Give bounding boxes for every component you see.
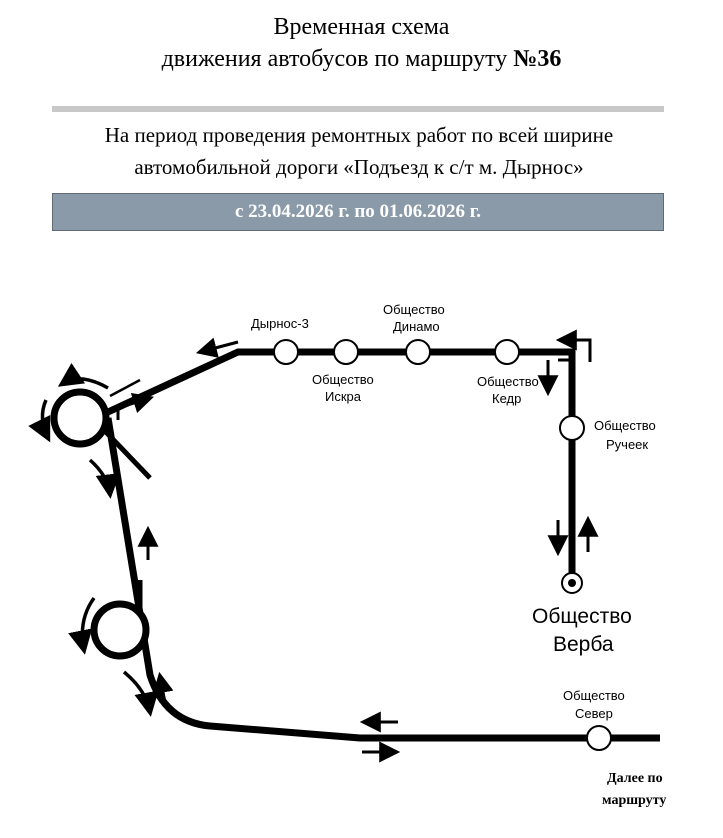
label-dyrnos3: Дырнос-3	[251, 316, 309, 331]
label-kedr-2: Кедр	[492, 391, 522, 406]
continuation-line2: маршруту	[602, 793, 667, 808]
route-number: №36	[513, 46, 562, 72]
arrow-top-left	[200, 342, 238, 352]
label-iskra-1: Общество	[312, 372, 374, 387]
continuation-line1: Далее по	[607, 771, 663, 786]
label-iskra-2: Искра	[325, 389, 361, 404]
label-rucheek-2: Ручеек	[606, 437, 649, 452]
title-prefix: движения автобусов по маршруту	[161, 46, 514, 72]
label-sever-1: Общество	[563, 688, 625, 703]
label-dinamo-2: Динамо	[393, 319, 440, 334]
label-rucheek-1: Общество	[594, 418, 656, 433]
date-range-bar: с 23.04.2026 г. по 01.06.2026 г.	[52, 193, 664, 231]
stop-verba-dot	[568, 579, 576, 587]
subtitle-line2: автомобильной дороги «Подъезд к с/т м. Дырнос»	[134, 155, 584, 179]
stop-sever	[587, 726, 611, 750]
label-verba-1: Общество	[532, 605, 632, 628]
arc-arrow-upper-bottom	[90, 460, 110, 494]
label-dinamo-1: Общество	[383, 302, 445, 317]
arc-arrow-upper-top	[62, 379, 108, 388]
arc-arrow-lower-bottom	[124, 672, 150, 712]
stop-dyrnos3	[274, 340, 298, 364]
stop-kedr	[495, 340, 519, 364]
stop-dinamo	[406, 340, 430, 364]
label-sever-2: Север	[575, 706, 613, 721]
stop-rucheek	[560, 416, 584, 440]
arc-arrow-upper-left	[42, 400, 48, 438]
subtitle-line1: На период проведения ремонтных работ по всей ширине	[104, 123, 614, 147]
roundabout-upper	[54, 392, 106, 444]
arrow-near-roundabout	[110, 380, 140, 396]
label-verba-2: Верба	[553, 633, 614, 656]
page-title-line1: Временная схема	[273, 14, 450, 40]
label-kedr-1: Общество	[477, 374, 539, 389]
stop-iskra	[334, 340, 358, 364]
